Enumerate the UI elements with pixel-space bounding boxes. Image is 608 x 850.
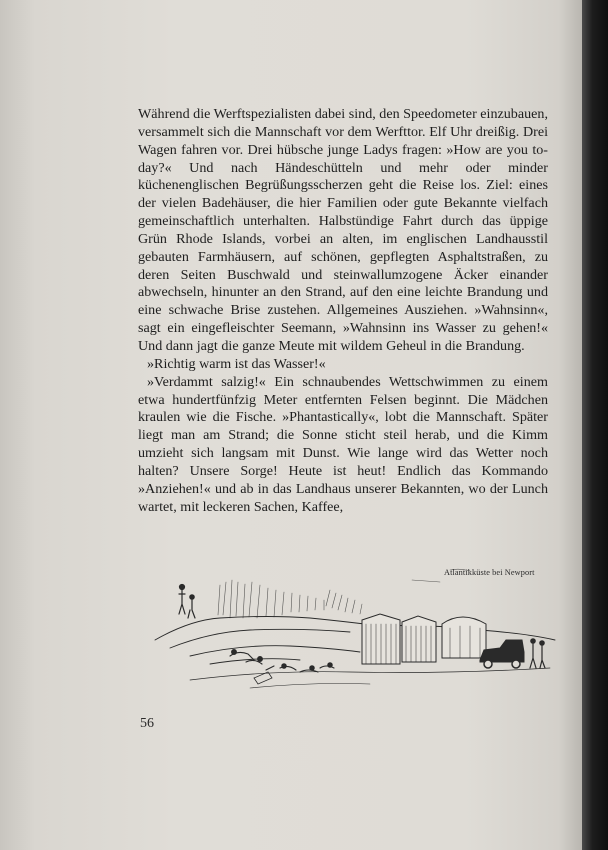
car-icon — [480, 640, 524, 668]
figures-near-car — [530, 639, 545, 668]
sky-hatching — [218, 569, 470, 618]
book-spine-edge — [582, 0, 608, 850]
illustration-caption: Atlantikküste bei Newport — [444, 568, 535, 577]
paragraph-1: Während die Werftspezialisten dabei sind, den Speedometer einzubauen, versammelt sich die Mannschaft vor dem Werfttor. Elf Uhr dreißig. Drei Wagen fahren vor. Drei hübsche junge Ladys fragen: »How are you to-day?« Und nach Händeschütteln und mehr oder minder küchenenglischen Begrüßungsscherzen geht die Reise los. Ziel: eines der vielen Badehäuser, die hier Familien oder gute Bekannte vielfach gemeinschaftlich unterhalten. Halbstündige Fahrt durch das üppige Grün Rhode Islands, vorbei an alten, im englischen Landhausstil gebauten Farmhäusern, auf schönen, gepflegten Asphaltstraßen, zu deren Seiten Buschwald und steinwallumzogene Äcker einander abwechseln, hinunter an den Strand, auf den eine leichte Brandung und eine schwache Brise zustehen. Allgemeines Ausziehen. »Wahnsinn«, sagt ein eingefleischter Seemann, »Wahnsinn ins Wasser zu gehen!« Und dann jagt die ganze Meute mit wildem Geheul in die Brandung. — [138, 106, 548, 354]
beach-sketch-illustration — [150, 560, 560, 700]
body-text — [138, 106, 548, 516]
page-number: 56 — [140, 716, 154, 731]
paragraph-2: »Richtig warm ist das Wasser!« — [147, 355, 326, 372]
figures-on-dune — [179, 585, 195, 619]
bathers-on-beach — [230, 650, 334, 684]
paragraph-3: »Verdammt salzig!« Ein schnaubendes Wettschwimmen zu einem etwa hundertfünfzig Meter entfernten Felsen beginnt. Die Mädchen kraulen wie die Fische. »Phantastically«, lobt die Mannschaft. Später liegt man am Strand; die Sonne sticht steil herab, und die Kimm umzieht sich langsam mit Dunst. Wie lange wird das Wetter noch halten? Unsere Sorge! Heute ist heut! Endlich das Kommando »Anziehen!« und ab in das Landhaus unserer Bekannten, wo der Lunch wartet, mit leckeren Sachen, Kaffee, — [138, 373, 548, 515]
beach-huts — [362, 614, 486, 664]
